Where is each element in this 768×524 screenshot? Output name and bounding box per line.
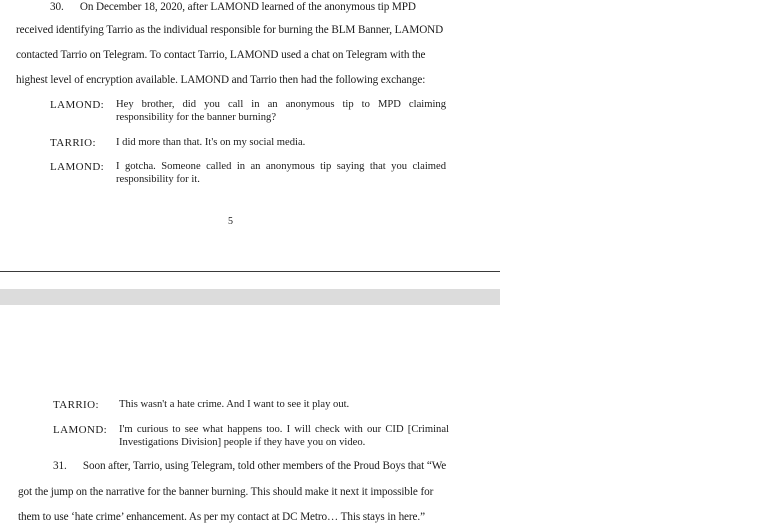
page-divider xyxy=(0,271,500,272)
paragraph-30-line-2: received identifying Tarrio as the individual responsible for burning the BLM Banner, LAMOND xyxy=(16,24,444,36)
exchange-speaker: TARRIO: xyxy=(50,137,96,149)
page-gap xyxy=(0,289,500,305)
exchange-speaker: LAMOND: xyxy=(50,161,105,173)
exchange-speaker: LAMOND: xyxy=(53,424,108,436)
exchange-speaker: LAMOND: xyxy=(50,99,105,111)
paragraph-30-line-3: contacted Tarrio on Telegram. To contact Tarrio, LAMOND used a chat on Telegram with the xyxy=(16,49,426,61)
paragraph-31-line-2: got the jump on the narrative for the banner burning. This should make it next it impossible for xyxy=(18,486,434,498)
paragraph-31-line-3: them to use ‘hate crime’ enhancement. As per my contact at DC Metro… This stays in here.” xyxy=(18,511,425,523)
paragraph-31-line-1: 31. Soon after, Tarrio, using Telegram, told other members of the Proud Boys that “We xyxy=(53,460,447,472)
exchange-line: Hey brother, did you call in an anonymous tip to MPD claiming responsibility for the banner burning? xyxy=(116,99,446,123)
paragraph-30-line-4: highest level of encryption available. LAMOND and Tarrio then had the following exchange: xyxy=(16,74,426,86)
exchange-line: I gotcha. Someone called in an anonymous tip saying that you claimed responsibility for it. xyxy=(116,161,446,185)
exchange-line: This wasn't a hate crime. And I want to see it play out. xyxy=(119,399,350,410)
exchange-line: I'm curious to see what happens too. I will check with our CID [Criminal Investigations Division] people if they have you on video. xyxy=(119,424,449,448)
page-number: 5 xyxy=(228,216,233,227)
exchange-line: I did more than that. It's on my social media. xyxy=(116,137,306,148)
paragraph-30-line-1: 30. On December 18, 2020, after LAMOND learned of the anonymous tip MPD xyxy=(50,1,416,13)
exchange-speaker: TARRIO: xyxy=(53,399,99,411)
